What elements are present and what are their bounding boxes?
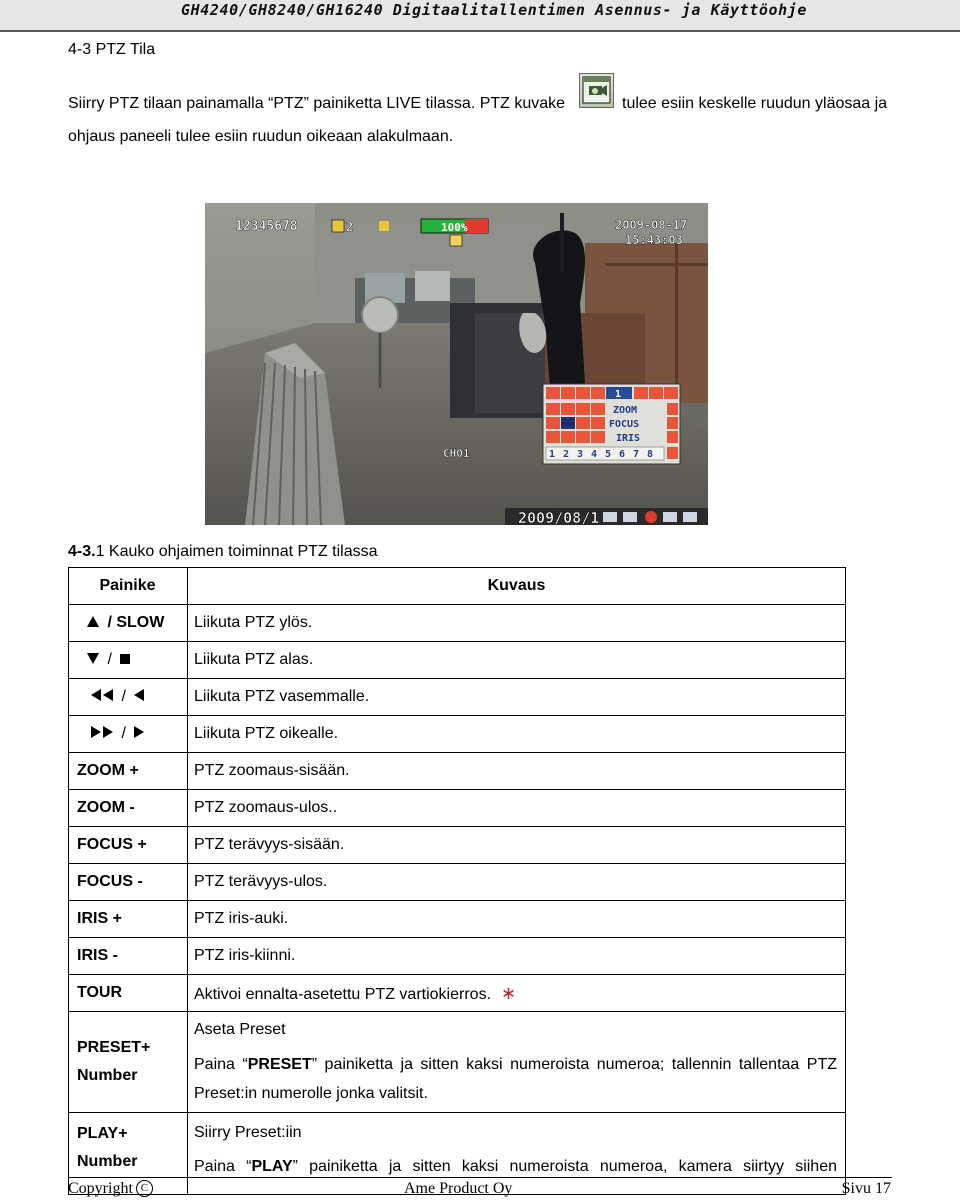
table-row-preset	[69, 1012, 846, 1113]
table-row	[69, 827, 846, 864]
panel-label-focus: FOCUS	[609, 419, 640, 430]
osd-battery: 100%	[441, 221, 468, 234]
ptz-command-table	[68, 567, 846, 1195]
preset-text-2: Preset:in numerolle jonka valitsit.	[194, 1085, 428, 1102]
play-title: Siirry Preset:iin	[194, 1124, 302, 1141]
footer-company: Ame Product Oy	[404, 1180, 513, 1197]
intro-line-1b: tulee esiin keskelle ruudun yläosaa ja	[622, 95, 888, 112]
panel-num-6: 6	[619, 449, 626, 460]
table-header-row	[69, 568, 846, 605]
button-label: /	[107, 651, 112, 668]
preset-title: Aseta Preset	[194, 1021, 286, 1038]
button-cell: FOCUS +	[69, 827, 188, 864]
button-cell	[69, 605, 188, 642]
panel-label-iris: IRIS	[616, 433, 641, 444]
panel-num-5: 5	[605, 449, 612, 460]
osd-bottom-date: 2009/08/1	[518, 509, 600, 525]
stop-icon	[120, 654, 130, 664]
button-cell	[69, 716, 188, 753]
table-row	[69, 716, 846, 753]
record-status-icon	[645, 511, 657, 523]
page-header	[0, 0, 960, 32]
table-row	[69, 790, 846, 827]
button-cell: FOCUS -	[69, 864, 188, 901]
rewind-icon	[91, 689, 101, 701]
ptz-osd-icon	[450, 235, 462, 246]
description-cell: Liikuta PTZ oikealle.	[188, 716, 846, 753]
tour-description: Aktivoi ennalta-asetettu PTZ vartiokierros.	[194, 985, 492, 1003]
down-arrow-icon	[87, 653, 99, 664]
button-label: /	[121, 688, 126, 705]
osd-channels: 12345678	[235, 219, 298, 234]
table-row	[69, 901, 846, 938]
description-cell	[188, 1113, 846, 1195]
speaker-icon	[332, 220, 344, 232]
panel-num-1: 1	[549, 449, 556, 460]
panel-label-zoom: ZOOM	[613, 405, 638, 416]
table-row	[69, 679, 846, 716]
table-row	[69, 605, 846, 642]
intro-line-1a: Siirry PTZ tilaan painamalla “PTZ” painiketta LIVE tilassa. PTZ kuvake	[68, 95, 566, 112]
description-cell: PTZ iris-kiinni.	[188, 938, 846, 975]
ptz-live-view-screenshot	[205, 203, 708, 525]
table-row	[69, 642, 846, 679]
button-label: / SLOW	[107, 614, 165, 631]
record-icon	[379, 221, 389, 231]
play-label-2: Number	[77, 1153, 138, 1170]
osd-date: 2009-08-17	[615, 218, 688, 232]
fast-forward-icon	[91, 726, 101, 738]
play-label-1: PLAY+	[77, 1125, 128, 1142]
osd-channel-label: CH01	[443, 447, 470, 460]
copyright-icon: C	[136, 1180, 153, 1197]
ptz-control-panel	[543, 384, 680, 464]
preset-text: Paina “PRESET” painiketta ja sitten kaksi numeroista numeroa; tallennin tallentaa PTZ	[194, 1056, 838, 1073]
section-title: 4-3 PTZ Tila	[68, 41, 156, 58]
button-cell	[69, 1012, 188, 1113]
table-row	[69, 975, 846, 1012]
header-title: GH4240/GH8240/GH16240 Digitaalitallentimen Asennus- ja Käyttöohje	[181, 1, 807, 19]
table-row	[69, 753, 846, 790]
description-cell: PTZ zoomaus-sisään.	[188, 753, 846, 790]
subsection-number: 4-3.	[68, 543, 96, 560]
panel-num-3: 3	[577, 449, 584, 460]
ptz-camera-icon	[579, 73, 614, 108]
button-cell: ZOOM +	[69, 753, 188, 790]
subsection-title	[68, 543, 378, 561]
status-icon-2	[623, 512, 637, 522]
header-button: Painike	[69, 568, 188, 605]
intro-line-2: ohjaus paneeli tulee esiin ruudun oikeaan alakulmaan.	[68, 128, 454, 145]
right-arrow-icon	[134, 726, 144, 738]
table-row	[69, 864, 846, 901]
osd-time: 15:43:03	[625, 233, 683, 247]
footer-copyright: Copyright C	[68, 1180, 153, 1198]
footer-page-number: Sivu 17	[841, 1180, 891, 1197]
button-cell: ZOOM -	[69, 790, 188, 827]
description-cell: PTZ terävyys-ulos.	[188, 864, 846, 901]
button-label: /	[121, 725, 126, 742]
panel-num-2: 2	[563, 449, 570, 460]
left-arrow-icon	[134, 689, 144, 701]
button-cell: IRIS +	[69, 901, 188, 938]
play-text: Paina “PLAY” painiketta ja sitten kaksi numeroista numeroa, kamera siirtyy siihen	[194, 1158, 837, 1175]
description-cell	[188, 1012, 846, 1113]
preset-label-2: Number	[77, 1067, 138, 1084]
panel-num-4: 4	[591, 449, 598, 460]
description-cell	[188, 975, 846, 1012]
status-icon-1	[603, 512, 617, 522]
table-row	[69, 938, 846, 975]
button-cell: TOUR	[69, 975, 188, 1012]
description-cell: Liikuta PTZ alas.	[188, 642, 846, 679]
button-cell	[69, 679, 188, 716]
status-icon-3	[663, 512, 677, 522]
description-cell: Liikuta PTZ vasemmalle.	[188, 679, 846, 716]
status-icon-4	[683, 512, 697, 522]
button-cell: IRIS -	[69, 938, 188, 975]
description-cell: PTZ zoomaus-ulos..	[188, 790, 846, 827]
button-cell	[69, 642, 188, 679]
description-cell: PTZ iris-auki.	[188, 901, 846, 938]
description-cell: Liikuta PTZ ylös.	[188, 605, 846, 642]
panel-num-8: 8	[647, 449, 654, 460]
footer-divider	[68, 1177, 892, 1178]
panel-num-7: 7	[633, 449, 640, 460]
header-description: Kuvaus	[188, 568, 846, 605]
up-arrow-icon	[87, 616, 99, 627]
note-star: ∗	[501, 982, 517, 1003]
preset-label-1: PRESET+	[77, 1039, 151, 1056]
description-cell: PTZ terävyys-sisään.	[188, 827, 846, 864]
panel-tab-number: 1	[615, 389, 622, 400]
osd-audio: 2	[346, 220, 354, 234]
subsection-text: 1 Kauko ohjaimen toiminnat PTZ tilassa	[95, 543, 378, 560]
